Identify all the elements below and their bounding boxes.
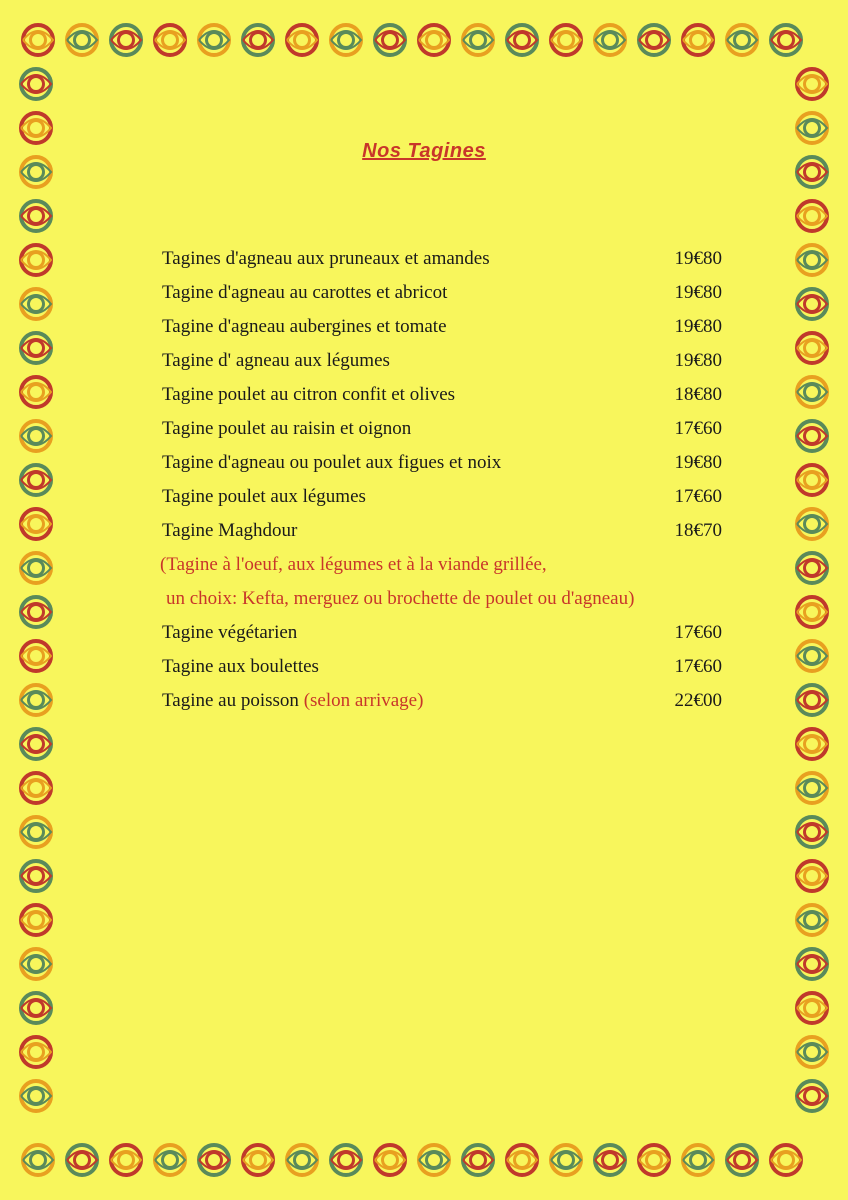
knot-ornament (797, 773, 827, 803)
knot-ornament (797, 333, 827, 363)
knot-ornament (21, 685, 51, 715)
item-price: 17€60 (674, 622, 722, 643)
knot-ornament (21, 1081, 51, 1111)
knot-ornament (419, 25, 449, 55)
knot-ornament (797, 421, 827, 451)
knot-ornament (797, 861, 827, 891)
item-name: Tagine végétarien (162, 622, 298, 643)
knot-ornament (797, 949, 827, 979)
knot-ornament (243, 25, 273, 55)
knot-ornament (797, 817, 827, 847)
menu-item (160, 418, 726, 452)
knot-ornament (21, 421, 51, 451)
item-name: Tagine poulet au citron confit et olives (162, 384, 456, 405)
item-price: 19€80 (674, 316, 722, 337)
item-price: 19€80 (674, 350, 722, 371)
knot-ornament (21, 113, 51, 143)
knot-ornament (727, 25, 757, 55)
item-price: 17€60 (674, 656, 722, 677)
item-price: 19€80 (674, 452, 722, 473)
knot-ornament (771, 1145, 801, 1175)
knot-ornament (797, 465, 827, 495)
item-price: 18€80 (674, 384, 722, 405)
knot-ornament (507, 1145, 537, 1175)
item-price: 22€00 (674, 690, 722, 711)
knot-ornament (21, 333, 51, 363)
knot-ornament (797, 245, 827, 275)
menu-item (160, 248, 726, 282)
knot-ornament (21, 729, 51, 759)
item-name: Tagine Maghdour (162, 520, 298, 541)
knot-ornament (797, 289, 827, 319)
knot-ornament (155, 1145, 185, 1175)
knot-ornament (21, 245, 51, 275)
knot-ornament (551, 1145, 581, 1175)
knot-ornament (797, 69, 827, 99)
knot-ornament (683, 25, 713, 55)
knot-ornament (639, 1145, 669, 1175)
knot-ornament (23, 25, 53, 55)
knot-ornament (375, 1145, 405, 1175)
menu-item (160, 282, 726, 316)
knot-ornament (21, 509, 51, 539)
knot-ornament (21, 69, 51, 99)
item-description: (Tagine à l'oeuf, aux légumes et à la viande grillée, (160, 554, 547, 575)
knot-ornament (21, 1037, 51, 1067)
knot-ornament (21, 905, 51, 935)
item-price: 17€60 (674, 486, 722, 507)
knot-ornament (199, 1145, 229, 1175)
knot-ornament (463, 1145, 493, 1175)
knot-ornament (21, 201, 51, 231)
knot-ornament (111, 1145, 141, 1175)
knot-ornament (243, 1145, 273, 1175)
knot-ornament (287, 1145, 317, 1175)
knot-ornament (67, 25, 97, 55)
item-name: Tagine poulet au raisin et oignon (162, 418, 412, 439)
knot-ornament (21, 949, 51, 979)
knot-ornament (771, 25, 801, 55)
knot-ornament (797, 905, 827, 935)
knot-ornament (21, 817, 51, 847)
knot-ornament (21, 993, 51, 1023)
item-name: Tagine aux boulettes (162, 656, 319, 677)
menu-item (160, 452, 726, 486)
knot-ornament (463, 25, 493, 55)
item-price: 17€60 (674, 418, 722, 439)
menu-item (160, 656, 726, 690)
item-description: un choix: Kefta, merguez ou brochette de poulet ou d'agneau) (166, 588, 635, 609)
item-note: (selon arrivage) (303, 690, 424, 711)
knot-ornament (797, 509, 827, 539)
knot-ornament (21, 773, 51, 803)
knot-ornament (67, 1145, 97, 1175)
page-title: Nos Tagines (362, 140, 486, 162)
knot-ornament (797, 553, 827, 583)
knot-ornament (683, 1145, 713, 1175)
knot-ornament (507, 25, 537, 55)
item-name: Tagine d'agneau aubergines et tomate (162, 316, 447, 337)
knot-ornament (331, 25, 361, 55)
menu-item (160, 384, 726, 418)
knot-ornament (797, 641, 827, 671)
knot-ornament (155, 25, 185, 55)
menu-item (160, 350, 726, 384)
knot-ornament (639, 25, 669, 55)
knot-ornament (287, 25, 317, 55)
knot-ornament (199, 25, 229, 55)
knot-ornament (797, 113, 827, 143)
item-price: 19€80 (674, 282, 722, 303)
knot-ornament (595, 25, 625, 55)
knot-ornament (727, 1145, 757, 1175)
item-price: 19€80 (674, 248, 722, 269)
knot-ornament (23, 1145, 53, 1175)
knot-ornament (21, 289, 51, 319)
knot-ornament (797, 1037, 827, 1067)
knot-ornament (21, 465, 51, 495)
knot-ornament (111, 25, 141, 55)
item-name: Tagines d'agneau aux pruneaux et amandes (162, 248, 490, 269)
item-name-wrap (162, 690, 423, 712)
knot-ornament (21, 553, 51, 583)
knot-ornament (797, 1081, 827, 1111)
item-name: Tagine poulet aux légumes (162, 486, 366, 507)
knot-ornament (21, 641, 51, 671)
knot-ornament (21, 861, 51, 891)
item-name: Tagine d'agneau au carottes et abricot (162, 282, 448, 303)
knot-ornament (595, 1145, 625, 1175)
item-name: Tagine au poisson (162, 690, 299, 711)
knot-ornament (797, 993, 827, 1023)
knot-ornament (331, 1145, 361, 1175)
knot-ornament (797, 597, 827, 627)
knot-ornament (797, 201, 827, 231)
knot-ornament (797, 377, 827, 407)
menu-item (160, 622, 726, 656)
knot-ornament (797, 685, 827, 715)
knot-ornament (21, 377, 51, 407)
menu-item (160, 690, 726, 724)
item-name: Tagine d' agneau aux légumes (162, 350, 390, 371)
knot-ornament (797, 729, 827, 759)
menu-list (160, 248, 726, 724)
knot-ornament (419, 1145, 449, 1175)
menu-item (160, 486, 726, 520)
knot-ornament (21, 597, 51, 627)
knot-ornament (551, 25, 581, 55)
item-price: 18€70 (674, 520, 722, 541)
item-name: Tagine d'agneau ou poulet aux figues et noix (162, 452, 502, 473)
knot-ornament (375, 25, 405, 55)
menu-item (160, 520, 726, 554)
menu-item (160, 316, 726, 350)
